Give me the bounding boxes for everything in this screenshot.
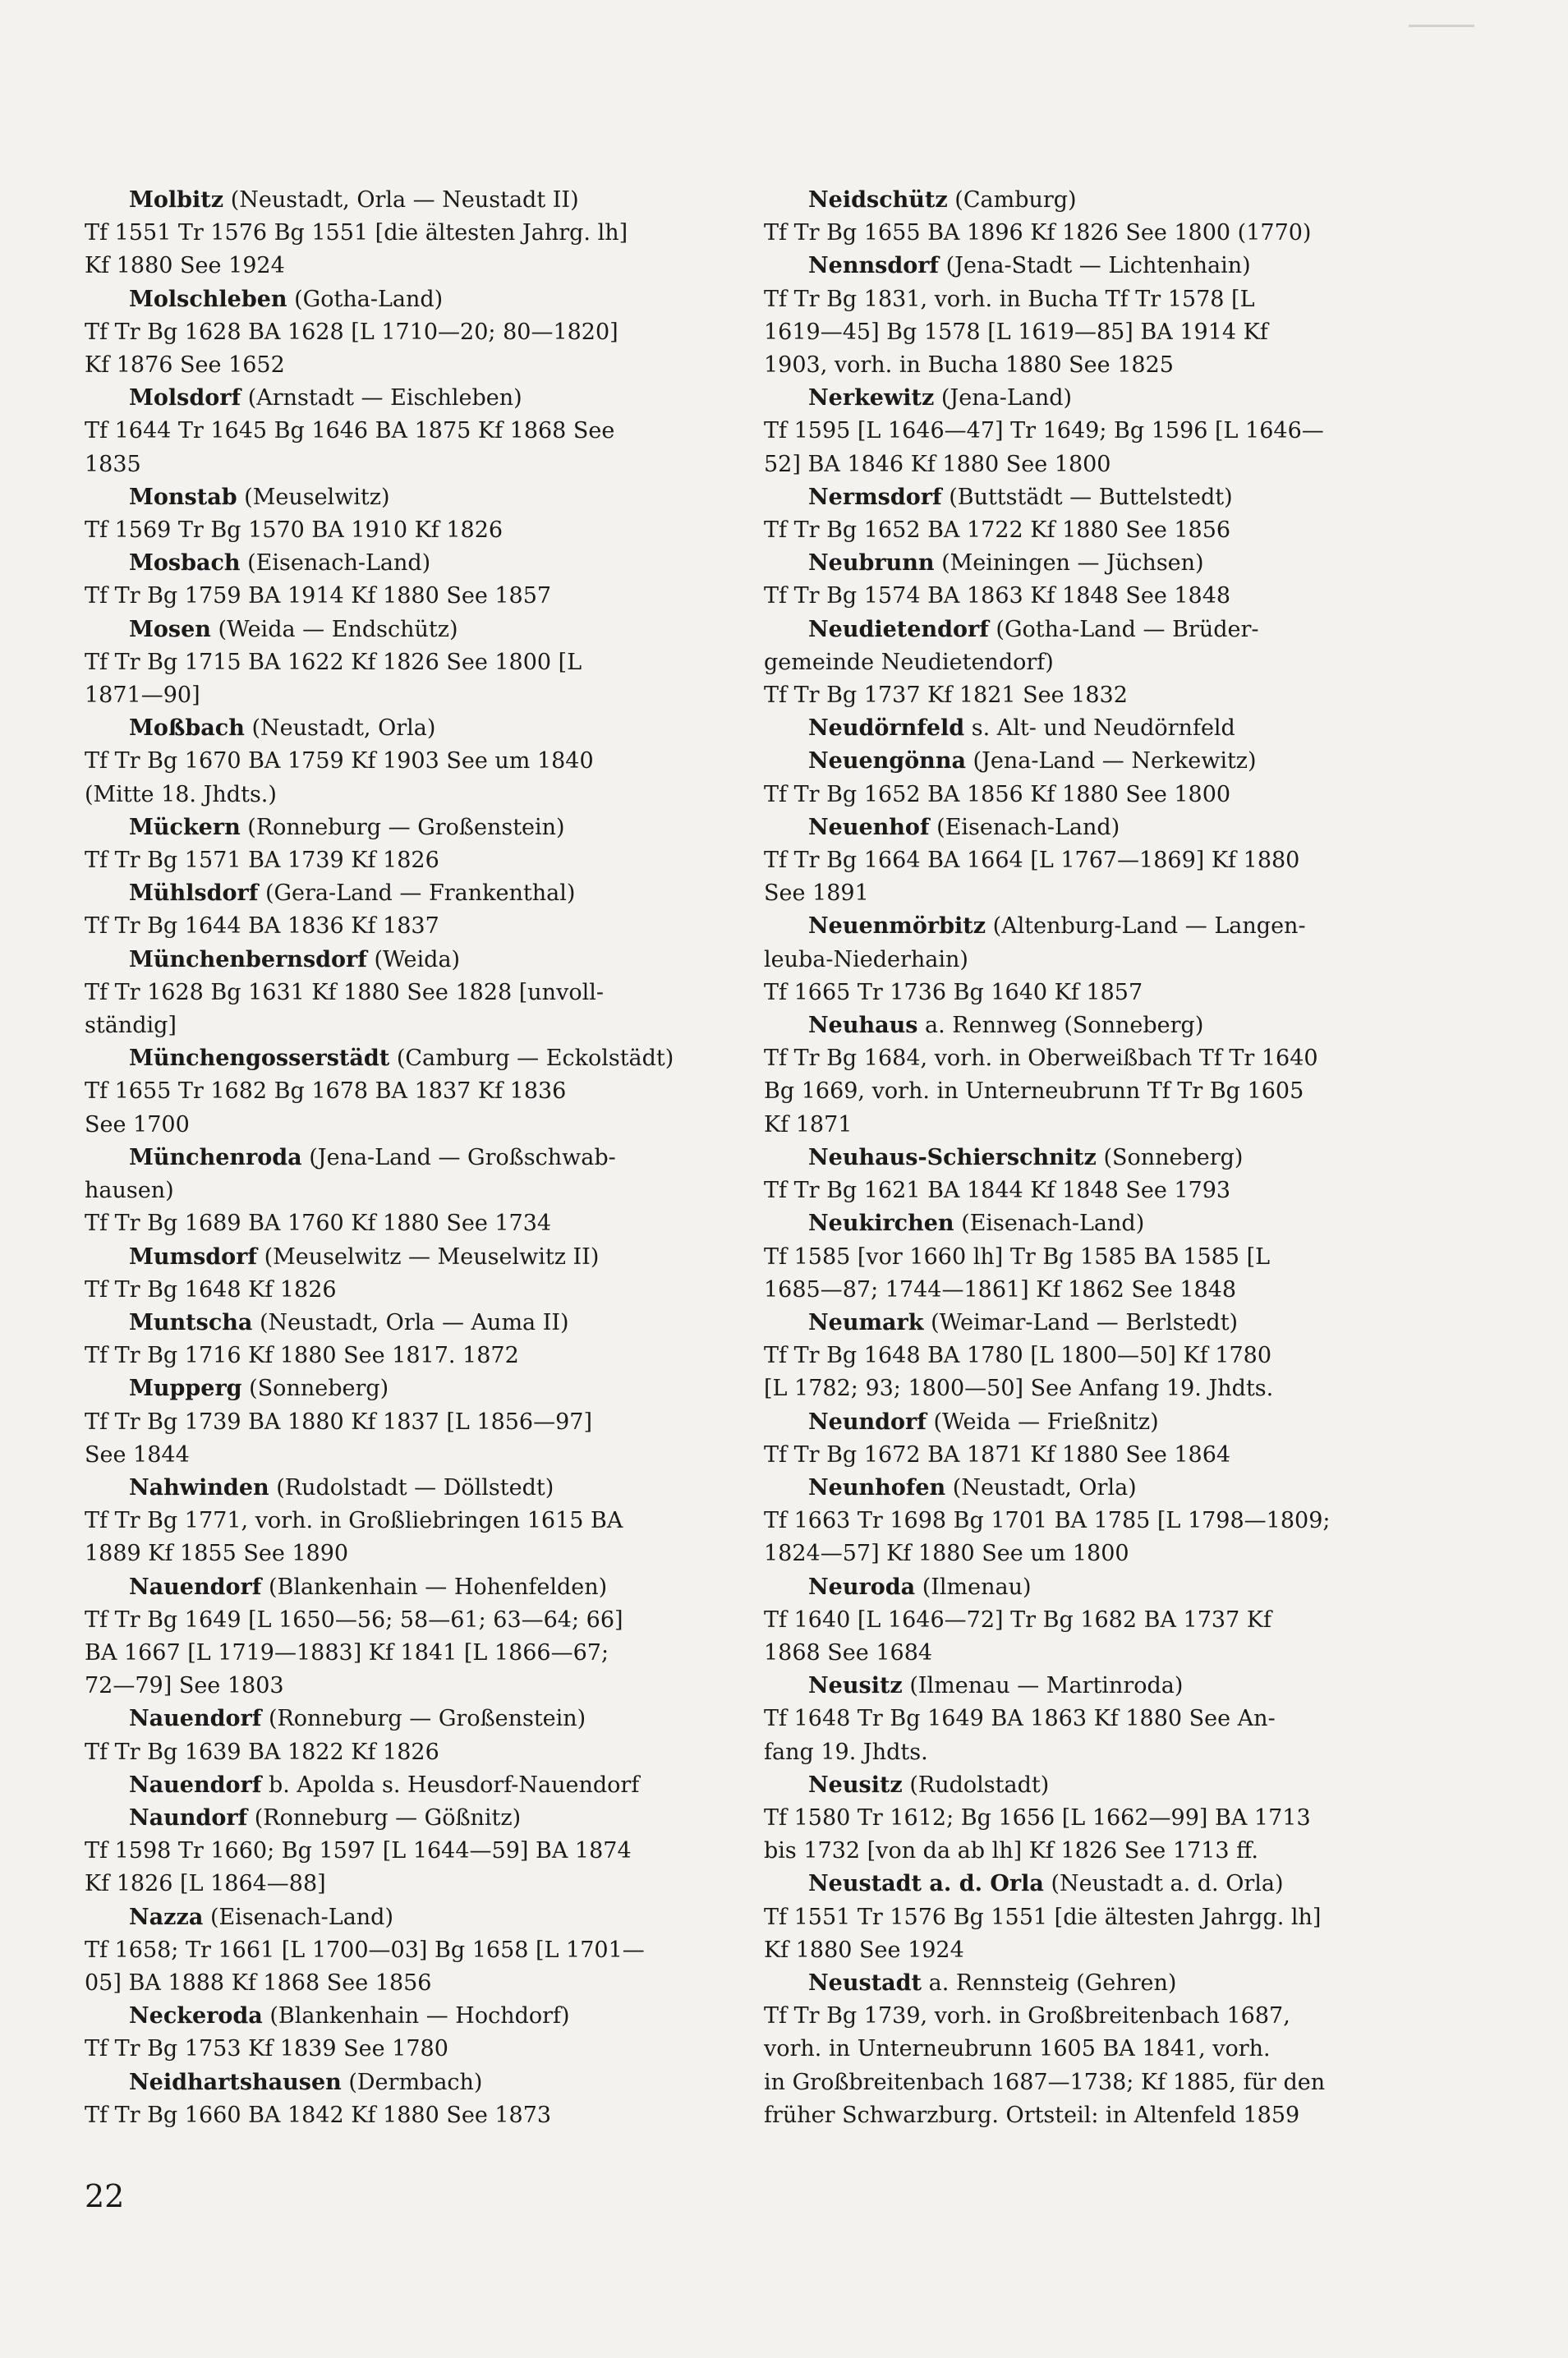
entry-detail-line: Tf Tr Bg 1739 BA 1880 Kf 1837 [L 1856—97] (85, 1409, 592, 1435)
entry-detail-line: ständig] (85, 1013, 177, 1039)
place-name: Neuhaus-Schierschnitz (808, 1144, 1097, 1170)
place-name: Mosbach (129, 550, 241, 577)
entry-heading (764, 1472, 1421, 1505)
entry-heading (85, 1307, 742, 1340)
entry-heading (85, 382, 742, 415)
left-column (85, 184, 742, 2132)
entry-detail-line: Tf Tr Bg 1644 BA 1836 Kf 1837 (85, 913, 439, 940)
register-entry (85, 382, 742, 481)
entry-heading (764, 1769, 1421, 1802)
register-entry (764, 1571, 1421, 1671)
entry-heading (764, 1307, 1421, 1340)
entry-heading (764, 547, 1421, 580)
register-entry (764, 1307, 1421, 1406)
register-entry (764, 712, 1421, 745)
parish-location: (Meuselwitz — Meuselwitz II) (264, 1243, 600, 1270)
entry-detail-line: Tf Tr Bg 1571 BA 1739 Kf 1826 (85, 848, 439, 874)
place-name: Neudörnfeld (808, 715, 965, 742)
parish-location: (Weimar-Land — Berlstedt) (931, 1309, 1239, 1335)
entry-heading (85, 1703, 742, 1735)
place-name: Neckeroda (129, 2003, 263, 2029)
parish-location: (Camburg) (954, 187, 1077, 213)
parish-location: (Neustadt, Orla — Auma II) (259, 1309, 569, 1335)
entry-heading (764, 614, 1421, 646)
parish-location: a. Rennsteig (Gehren) (928, 1970, 1177, 1996)
entry-heading (764, 910, 1421, 943)
register-entry (85, 1472, 742, 1571)
register-entry (764, 811, 1421, 911)
parish-location: s. Alt- und Neudörnfeld (971, 715, 1235, 742)
entry-heading (764, 1142, 1421, 1174)
register-entry (85, 2000, 742, 2066)
entry-detail-line: Tf 1658; Tr 1661 [L 1700—03] Bg 1658 [L 1701— (85, 1937, 645, 1963)
place-name: Nazza (129, 1904, 204, 1930)
entry-detail-line: Tf 1595 [L 1646—47] Tr 1649; Bg 1596 [L 1646— (764, 418, 1324, 444)
parish-location: (Neustadt, Orla) (251, 715, 436, 742)
place-name: Naundorf (129, 1804, 248, 1831)
entry-heading (85, 877, 742, 910)
parish-location: b. Apolda s. Heusdorf-Nauendorf (268, 1772, 640, 1798)
entry-detail-line: Tf 1640 [L 1646—72] Tr Bg 1682 BA 1737 Kf (764, 1606, 1271, 1633)
right-column (764, 184, 1421, 2132)
parish-location: (Gotha-Land) (294, 286, 444, 312)
entry-heading (85, 712, 742, 745)
register-entry (764, 1769, 1421, 1868)
parish-location: (Eisenach-Land) (961, 1211, 1145, 1237)
entry-heading (85, 2000, 742, 2033)
page-number: 22 (85, 2178, 125, 2214)
entry-detail-line: 1868 See 1684 (764, 1639, 933, 1666)
place-name: Nerkewitz (808, 385, 935, 411)
entry-detail-line: gemeinde Neudietendorf) (764, 649, 1054, 675)
entry-heading (85, 1042, 742, 1075)
parish-location: (Ilmenau) (922, 1574, 1032, 1600)
entry-detail-line: Tf Tr Bg 1739, vorh. in Großbreitenbach 1687, (764, 2003, 1290, 2029)
entry-detail-line: Tf 1585 [vor 1660 lh] Tr Bg 1585 BA 1585 [L (764, 1243, 1271, 1270)
entry-detail-line: Tf Tr Bg 1652 BA 1722 Kf 1880 See 1856 (764, 517, 1231, 544)
entry-detail-line: Kf 1876 See 1652 (85, 352, 285, 379)
register-entry (85, 811, 742, 877)
entry-heading (764, 184, 1421, 217)
entry-heading (85, 614, 742, 646)
register-entry (85, 614, 742, 713)
entry-detail-line: Tf Tr Bg 1648 BA 1780 [L 1800—50] Kf 1780 (764, 1343, 1271, 1369)
entry-detail-line: Tf Tr Bg 1771, vorh. in Großliebringen 1615 BA (85, 1508, 623, 1534)
register-entry (85, 1769, 742, 1802)
entry-heading (85, 1241, 742, 1274)
parish-location: (Meiningen — Jüchsen) (941, 550, 1204, 577)
place-name: Neuengönna (808, 748, 966, 775)
entry-detail-line: Tf Tr Bg 1648 Kf 1826 (85, 1276, 337, 1303)
parish-location: (Meuselwitz) (244, 484, 390, 510)
register-entry (764, 910, 1421, 1009)
register-entry (764, 614, 1421, 713)
register-entry (85, 1042, 742, 1142)
place-name: Neustadt a. d. Orla (808, 1871, 1044, 1897)
entry-detail-line: 1835 (85, 451, 141, 477)
entry-detail-line: in Großbreitenbach 1687—1738; Kf 1885, für den (764, 2069, 1326, 2095)
place-name: Neuhaus (808, 1013, 918, 1039)
entry-heading (85, 1571, 742, 1604)
entry-heading (85, 547, 742, 580)
entry-detail-line: Tf Tr Bg 1715 BA 1622 Kf 1826 See 1800 [L (85, 649, 582, 675)
entry-detail-line: Bg 1669, vorh. in Unterneubrunn Tf Tr Bg 1605 (764, 1078, 1304, 1105)
entry-heading (764, 1967, 1421, 2000)
entry-heading (85, 1769, 742, 1802)
parish-location: (Jena-Land — Großschwab- (309, 1144, 616, 1170)
entry-heading (85, 811, 742, 844)
entry-heading (764, 1406, 1421, 1439)
entry-detail-line: BA 1667 [L 1719—1883] Kf 1841 [L 1866—67; (85, 1639, 609, 1666)
entry-heading (764, 1670, 1421, 1703)
register-entry (85, 1241, 742, 1307)
place-name: Nennsdorf (808, 253, 940, 279)
place-name: Neubrunn (808, 550, 935, 577)
entry-detail-line: Tf Tr Bg 1652 BA 1856 Kf 1880 See 1800 (764, 781, 1231, 807)
entry-heading (764, 745, 1421, 778)
entry-detail-line: Tf Tr Bg 1664 BA 1664 [L 1767—1869] Kf 1880 (764, 848, 1300, 874)
parish-location: (Blankenhain — Hochdorf) (269, 2003, 570, 2029)
place-name: Neunhofen (808, 1474, 946, 1501)
parish-location: (Buttstädt — Buttelstedt) (949, 484, 1233, 510)
entry-heading (85, 184, 742, 217)
place-name: Mumsdorf (129, 1243, 258, 1270)
entry-heading (85, 1372, 742, 1405)
entry-detail-line: Kf 1880 See 1924 (764, 1937, 964, 1963)
entry-detail-line: 1824—57] Kf 1880 See um 1800 (764, 1541, 1129, 1567)
parish-location: (Weida) (374, 946, 461, 972)
parish-location: (Gera-Land — Frankenthal) (264, 880, 576, 907)
entry-detail-line: See 1700 (85, 1111, 190, 1138)
entry-detail-line: Tf 1648 Tr Bg 1649 BA 1863 Kf 1880 See An- (764, 1706, 1276, 1732)
place-name: Neidhartshausen (129, 2069, 342, 2095)
place-name: Neumark (808, 1309, 924, 1335)
place-name: Münchengosserstädt (129, 1046, 390, 1072)
parish-location: (Rudolstadt — Döllstedt) (276, 1474, 554, 1501)
register-entry (85, 1901, 742, 2001)
parish-location: (Ilmenau — Martinroda) (909, 1673, 1184, 1699)
place-name: Mosen (129, 616, 211, 642)
entry-heading (764, 712, 1421, 745)
place-name: Muntscha (129, 1309, 253, 1335)
place-name: Münchenbernsdorf (129, 946, 367, 972)
place-name: Monstab (129, 484, 237, 510)
entry-detail-line: Tf 1663 Tr 1698 Bg 1701 BA 1785 [L 1798—1809; (764, 1508, 1331, 1534)
entry-detail-line: Tf Tr Bg 1689 BA 1760 Kf 1880 See 1734 (85, 1211, 552, 1237)
place-name: Neuroda (808, 1574, 916, 1600)
place-name: Neuenmörbitz (808, 913, 986, 940)
register-entry (764, 1472, 1421, 1571)
entry-detail-line: Tf Tr Bg 1737 Kf 1821 See 1832 (764, 683, 1128, 709)
parish-location: (Ronneburg — Großenstein) (268, 1706, 586, 1732)
place-name: Mückern (129, 814, 241, 840)
place-name: Molbitz (129, 187, 224, 213)
entry-heading (764, 1009, 1421, 1042)
register-entry (764, 1967, 1421, 2132)
place-name: Neusitz (808, 1772, 903, 1798)
entry-detail-line: 05] BA 1888 Kf 1868 See 1856 (85, 1970, 432, 1996)
register-entry (764, 382, 1421, 481)
register-entry (85, 1802, 742, 1901)
parish-location: (Altenburg-Land — Langen- (992, 913, 1306, 940)
parish-location: (Sonneberg) (249, 1376, 389, 1402)
parish-location: (Eisenach-Land) (247, 550, 431, 577)
place-name: Neidschütz (808, 187, 948, 213)
entry-heading (764, 1207, 1421, 1240)
register-entry (764, 481, 1421, 547)
place-name: Nauendorf (129, 1574, 262, 1600)
entry-heading (764, 1868, 1421, 1901)
entry-detail-line: Tf 1665 Tr 1736 Bg 1640 Kf 1857 (764, 979, 1143, 1005)
entry-detail-line: Tf Tr Bg 1716 Kf 1880 See 1817. 1872 (85, 1343, 519, 1369)
entry-detail-line: See 1844 (85, 1441, 190, 1468)
entry-detail-line: Kf 1880 See 1924 (85, 253, 285, 279)
entry-detail-line: Tf Tr Bg 1759 BA 1914 Kf 1880 See 1857 (85, 583, 552, 609)
parish-location: (Blankenhain — Hohenfelden) (268, 1574, 608, 1600)
parish-location: (Ronneburg — Großenstein) (247, 814, 565, 840)
entry-detail-line: Tf Tr Bg 1684, vorh. in Oberweißbach Tf Tr 1640 (764, 1046, 1318, 1072)
parish-location: (Weida — Frießnitz) (933, 1409, 1159, 1435)
register-entry (764, 547, 1421, 613)
entry-detail-line: Tf 1551 Tr 1576 Bg 1551 [die ältesten Jahrg. lh] (85, 220, 628, 246)
entry-heading (85, 481, 742, 514)
entry-heading (764, 382, 1421, 415)
entry-detail-line: Tf 1551 Tr 1576 Bg 1551 [die ältesten Jahrgg. lh] (764, 1904, 1322, 1930)
entry-detail-line: bis 1732 [von da ab lh] Kf 1826 See 1713 ff. (764, 1838, 1258, 1864)
entry-detail-line: Tf Tr Bg 1753 Kf 1839 See 1780 (85, 2036, 448, 2062)
parish-location: (Ronneburg — Gößnitz) (254, 1804, 522, 1831)
entry-heading (85, 944, 742, 977)
place-name: Neundorf (808, 1409, 927, 1435)
entry-detail-line: Tf 1569 Tr Bg 1570 BA 1910 Kf 1826 (85, 517, 504, 544)
register-entry (764, 745, 1421, 811)
entry-heading (85, 1142, 742, 1174)
entry-detail-line: 1619—45] Bg 1578 [L 1619—85] BA 1914 Kf (764, 319, 1268, 345)
register-entry (85, 1307, 742, 1372)
parish-location: (Neustadt a. d. Orla) (1051, 1871, 1284, 1897)
register-entry (764, 1670, 1421, 1769)
entry-detail-line: Tf Tr Bg 1649 [L 1650—56; 58—61; 63—64; 66] (85, 1606, 623, 1633)
entry-detail-line: Tf 1644 Tr 1645 Bg 1646 BA 1875 Kf 1868 See (85, 418, 615, 444)
register-entry (85, 1571, 742, 1703)
register-entry (85, 877, 742, 943)
register-entry (764, 1868, 1421, 1967)
entry-heading (85, 2066, 742, 2099)
parish-location: (Camburg — Eckolstädt) (396, 1046, 674, 1072)
entry-detail-line: 1903, vorh. in Bucha 1880 See 1825 (764, 352, 1174, 379)
entry-detail-line: Tf Tr Bg 1574 BA 1863 Kf 1848 See 1848 (764, 583, 1231, 609)
entry-detail-line: Tf Tr Bg 1639 BA 1822 Kf 1826 (85, 1739, 439, 1765)
register-entry (85, 481, 742, 547)
entry-detail-line: leuba-Niederhain) (764, 946, 968, 972)
register-entry (85, 944, 742, 1043)
parish-location: (Neustadt, Orla) (952, 1474, 1137, 1501)
entry-detail-line: Tf 1655 Tr 1682 Bg 1678 BA 1837 Kf 1836 (85, 1078, 567, 1105)
parish-location: (Arnstadt — Eischleben) (247, 385, 522, 411)
place-name: Nahwinden (129, 1474, 269, 1501)
parish-location: (Jena-Land — Nerkewitz) (973, 748, 1257, 775)
entry-heading (764, 811, 1421, 844)
entry-detail-line: Tf Tr Bg 1655 BA 1896 Kf 1826 See 1800 (1770) (764, 220, 1312, 246)
entry-detail-line: Tf Tr 1628 Bg 1631 Kf 1880 See 1828 [unvoll- (85, 979, 604, 1005)
parish-location: (Weida — Endschütz) (218, 616, 458, 642)
entry-detail-line: Tf Tr Bg 1670 BA 1759 Kf 1903 See um 1840 (85, 748, 594, 775)
entry-detail-line: Kf 1826 [L 1864—88] (85, 1871, 326, 1897)
parish-location: a. Rennweg (Sonneberg) (925, 1013, 1204, 1039)
entry-detail-line: Tf Tr Bg 1831, vorh. in Bucha Tf Tr 1578 [L (764, 286, 1255, 312)
register-entry (85, 2066, 742, 2132)
place-name: Moßbach (129, 715, 245, 742)
place-name: Mühlsdorf (129, 880, 259, 907)
register-entry (85, 712, 742, 811)
parish-location: (Jena-Stadt — Lichtenhain) (945, 253, 1251, 279)
parish-location: (Eisenach-Land) (209, 1904, 394, 1930)
parish-location: (Jena-Land) (940, 385, 1073, 411)
register-entry (85, 1703, 742, 1768)
entry-detail-line: [L 1782; 93; 1800—50] See Anfang 19. Jhdts. (764, 1376, 1274, 1402)
register-entry (85, 547, 742, 613)
parish-location: (Eisenach-Land) (936, 814, 1120, 840)
entry-detail-line: 52] BA 1846 Kf 1880 See 1800 (764, 451, 1111, 477)
entry-heading (85, 1802, 742, 1835)
entry-detail-line: Tf 1580 Tr 1612; Bg 1656 [L 1662—99] BA 1713 (764, 1804, 1311, 1831)
entry-detail-line: Kf 1871 (764, 1111, 853, 1138)
place-name: Neustadt (808, 1970, 922, 1996)
parish-location: (Rudolstadt) (909, 1772, 1050, 1798)
register-entry (764, 1406, 1421, 1472)
entry-detail-line: vorh. in Unterneubrunn 1605 BA 1841, vorh. (764, 2036, 1271, 2062)
scan-mark (1409, 25, 1474, 27)
entry-detail-line: hausen) (85, 1178, 174, 1204)
entry-detail-line: Tf Tr Bg 1672 BA 1871 Kf 1880 See 1864 (764, 1441, 1231, 1468)
parish-location: (Sonneberg) (1103, 1144, 1244, 1170)
register-entry (764, 184, 1421, 250)
entry-detail-line: fang 19. Jhdts. (764, 1739, 928, 1765)
place-name: Neuenhof (808, 814, 930, 840)
place-name: Mupperg (129, 1376, 242, 1402)
place-name: Münchenroda (129, 1144, 302, 1170)
place-name: Neusitz (808, 1673, 903, 1699)
entry-heading (85, 1472, 742, 1505)
parish-location: (Gotha-Land — Brüder- (996, 616, 1259, 642)
place-name: Molsdorf (129, 385, 241, 411)
register-entry (764, 1207, 1421, 1307)
entry-detail-line: 1685—87; 1744—1861] Kf 1862 See 1848 (764, 1276, 1237, 1303)
register-entry (85, 1142, 742, 1241)
register-entry (764, 1142, 1421, 1207)
entry-detail-line: 72—79] See 1803 (85, 1673, 284, 1699)
entry-heading (764, 1571, 1421, 1604)
entry-detail-line: Tf 1598 Tr 1660; Bg 1597 [L 1644—59] BA 1874 (85, 1838, 632, 1864)
place-name: Neukirchen (808, 1211, 954, 1237)
register-entry (85, 283, 742, 383)
register-entry (764, 250, 1421, 382)
entry-detail-line: 1871—90] (85, 683, 200, 709)
entry-detail-line: Tf Tr Bg 1621 BA 1844 Kf 1848 See 1793 (764, 1178, 1231, 1204)
entry-heading (85, 1901, 742, 1934)
entry-detail-line: (Mitte 18. Jhdts.) (85, 781, 277, 807)
place-name: Nermsdorf (808, 484, 942, 510)
entry-detail-line: früher Schwarzburg. Ortsteil: in Altenfeld 1859 (764, 2102, 1300, 2128)
parish-location: (Dermbach) (348, 2069, 483, 2095)
register-entry (764, 1009, 1421, 1142)
entry-detail-line: Tf Tr Bg 1660 BA 1842 Kf 1880 See 1873 (85, 2102, 552, 2128)
entry-detail-line: See 1891 (764, 880, 869, 907)
place-name: Nauendorf (129, 1772, 262, 1798)
place-name: Neudietendorf (808, 616, 989, 642)
parish-location: (Neustadt, Orla — Neustadt II) (230, 187, 579, 213)
register-entry (85, 1372, 742, 1472)
entry-heading (764, 250, 1421, 283)
entry-heading (85, 283, 742, 316)
place-name: Molschleben (129, 286, 287, 312)
register-entry (85, 184, 742, 283)
entry-detail-line: Tf Tr Bg 1628 BA 1628 [L 1710—20; 80—1820] (85, 319, 618, 345)
entry-detail-line: 1889 Kf 1855 See 1890 (85, 1541, 349, 1567)
entry-heading (764, 481, 1421, 514)
place-name: Nauendorf (129, 1706, 262, 1732)
